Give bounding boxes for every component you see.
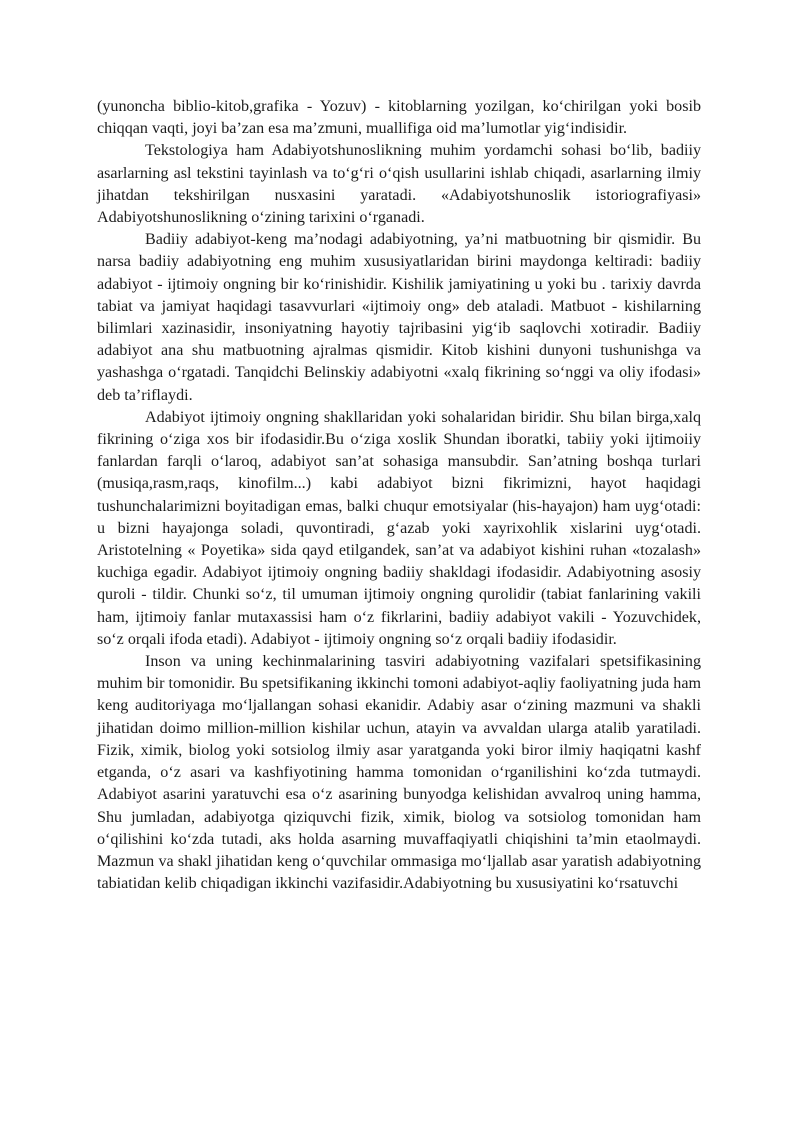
paragraph-textology: Tekstologiya ham Adabiyotshunoslikning muhim yordamchi sohasi bo‘lib, badiiy asarlarning asl tekstini tayinlash va to‘g‘ri o‘qish usullarini ishlab chiqadi, asarlarning ilmiy jihatdan tekshirilgan nusxasini yaratadi. «Adabiyotshunoslik istoriografiyasi» Adabiyotshunoslikning o‘zining tarixini o‘rganadi. <box>97 142 701 227</box>
paragraph-bibliography: (yunoncha biblio-kitob,grafika - Yozuv) - kitoblarning yozilgan, ko‘chirilgan yoki bosib chiqqan vaqti, joyi ba’zan esa ma’zmuni, muallifiga oid ma’lumotlar yig‘indisidir. <box>97 98 701 138</box>
document-page <box>97 96 701 895</box>
paragraph-specificity: Inson va uning kechinmalarining tasviri adabiyotning vazifalari spetsifikasining muhim bir tomonidir. Bu spetsifikaning ikkinchi tomoni adabiyot-aqliy faoliyatning juda ham keng auditoriyaga mo‘ljallangan sohasi ekanidir. Adabiy asar o‘zining mazmuni va shakli jihatidan doimo million-million kishilar uchun, atayin va avvaldan ularga atalib yaratiladi. Fizik, ximik, biolog yoki sotsiolog ilmiy asar yaratganda yoki biror ilmiy haqiqatni kashf etganda, o‘z asari va kashfiyotining hamma tomonidan o‘rganilishini ko‘zda tutmaydi. Adabiyot asarini yaratuvchi esa o‘z asarining bunyodga kelishidan avvalroq uning hamma, Shu jumladan, adabiyotga qiziquvchi fizik, ximik, biolog va sotsiolog tomonidan ham o‘qilishini ko‘zda tutadi, aks holda asarning muvaffaqiyatli chiqishini ta’min etaolmaydi. Mazmun va shakl jihatidan keng o‘quvchilar ommasiga mo‘ljallab asar yaratish adabiyotning tabiatidan kelib chiqadigan ikkinchi vazifasidir.Adabiyotning bu xususiyatini ko‘rsatuvchi <box>97 653 701 893</box>
paragraph-social-consciousness: Adabiyot ijtimoiy ongning shakllaridan yoki sohalaridan biridir. Shu bilan birga,xalq fikrining o‘ziga xos bir ifodasidir.Bu o‘ziga xoslik Shundan iboratki, tabiiy yoki ijtimoiiy fanlardan farqli o‘laroq, adabiyot san’at sohasiga mansubdir. San’atning boshqa turlari (musiqa,rasm,raqs, kinofilm...) kabi adabiyot bizni fikrimizni, hayot haqidagi tushunchalarimizni boyitadigan emas, balki chuqur emotsiyalar (his-hayajon) ham uyg‘otadi: u bizni hayajonga soladi, quvontiradi, g‘azab yoki xayrixohlik xislarini uyg‘otadi. Aristotelning « Poyetika» sida qayd etilgandek, san’at va adabiyot kishini ruhan «tozalash» kuchiga egadir. Adabiyot ijtimoiy ongning badiiy shakldagi ifodasidir. Adabiyotning asosiy quroli - tildir. Chunki so‘z, til umuman ijtimoiy ongning qurolidir (tabiat fanlarining vakili ham, ijtimoiy fanlar mutaxassisi ham o‘z fikrlarini, badiiy adabiyot vakili - Yozuvchidek, so‘z orqali ifoda etadi). Adabiyot - ijtimoiy ongning so‘z orqali badiiy ifodasidir. <box>97 408 701 648</box>
paragraph-fiction: Badiiy adabiyot-keng ma’nodagi adabiyotning, ya’ni matbuotning bir qismidir. Bu narsa badiiy adabiyotning eng muhim xususiyatlaridan birini maydonga keltiradi: badiiy adabiyot - ijtimoiy ongning bir ko‘rinishidir. Kishilik jamiyatining u yoki bu . tarixiy davrda tabiat va jamiyat haqidagi tasavvurlari «ijtimoiy ong» deb ataladi. Matbuot - kishilarning bilimlari xazinasidir, insoniyatning hayotiy tajribasini yig‘ib saqlovchi xotiradir. Badiiy adabiyot ana shu matbuotning ajralmas qismidir. Kitob kishini dunyoni tushunishga va yashashga o‘rgatadi. Tanqidchi Belinskiy adabiyotni «xalq fikrining so‘nggi va oliy ifodasi» deb ta’riflaydi. <box>97 231 701 404</box>
